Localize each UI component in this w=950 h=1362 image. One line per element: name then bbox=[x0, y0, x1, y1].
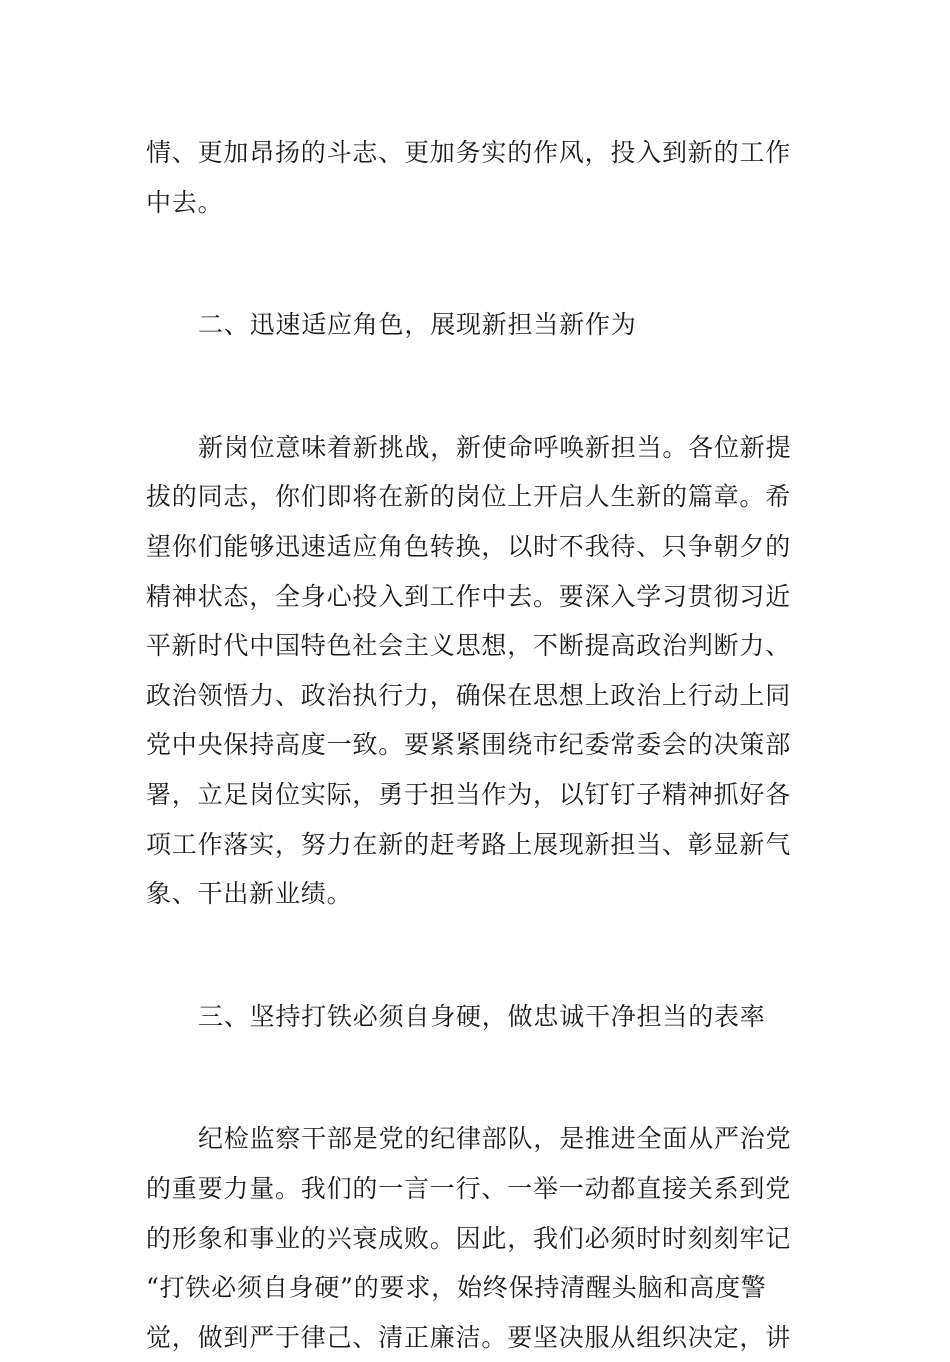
document-page bbox=[146, 128, 792, 1362]
text-line: 象、干出新业绩。 bbox=[146, 879, 353, 909]
text-line: 觉，做到严于律己、清正廉洁。要坚决服从组织决定，讲 bbox=[146, 1322, 792, 1352]
text-line: 署，立足岗位实际，勇于担当作为，以钉钉子精神抓好各 bbox=[146, 779, 792, 809]
text-line: 平新时代中国特色社会主义思想，不断提高政治判断力、 bbox=[146, 631, 792, 661]
heading-text: 二、迅速适应角色，展现新担当新作为 bbox=[198, 310, 637, 340]
heading-text: 三、坚持打铁必须自身硬，做忠诚干净担当的表率 bbox=[198, 1001, 766, 1031]
section-heading-3 bbox=[146, 992, 786, 1042]
text-line: “打铁必须自身硬”的要求，始终保持清醒头脑和高度警 bbox=[146, 1273, 767, 1303]
body-paragraph-3 bbox=[146, 1114, 792, 1362]
text-line: 纪检监察干部是党的纪律部队，是推进全面从严治党 bbox=[198, 1124, 792, 1154]
text-line: 项工作落实，努力在新的赶考路上展现新担当、彰显新气 bbox=[146, 829, 792, 859]
paragraph-gap bbox=[146, 350, 786, 423]
text-line: 拔的同志，你们即将在新的岗位上开启人生新的篇章。希 bbox=[146, 482, 792, 512]
text-line: 望你们能够迅速适应角色转换，以时不我待、只争朝夕的 bbox=[146, 531, 792, 561]
text-line: 新岗位意味着新挑战，新使命呼唤新担当。各位新提 bbox=[198, 432, 792, 462]
text-line: 政治领悟力、政治执行力，确保在思想上政治上行动上同 bbox=[146, 680, 792, 710]
text-line: 精神状态，全身心投入到工作中去。要深入学习贯彻习近 bbox=[146, 581, 792, 611]
paragraph-gap bbox=[146, 227, 786, 300]
text-line: 情、更加昂扬的斗志、更加务实的作风，投入到新的工作 bbox=[146, 138, 792, 167]
text-line: 的形象和事业的兴衰成败。因此，我们必须时时刻刻牢记 bbox=[146, 1223, 792, 1253]
section-heading-2 bbox=[146, 300, 786, 350]
paragraph-gap bbox=[146, 919, 786, 992]
body-paragraph-2 bbox=[146, 423, 792, 919]
paragraph-gap bbox=[146, 1041, 786, 1114]
continuation-paragraph bbox=[146, 128, 792, 227]
text-line: 中去。 bbox=[146, 187, 224, 217]
text-line: 的重要力量。我们的一言一行、一举一动都直接关系到党 bbox=[146, 1173, 792, 1203]
text-line: 党中央保持高度一致。要紧紧围绕市纪委常委会的决策部 bbox=[146, 730, 792, 760]
